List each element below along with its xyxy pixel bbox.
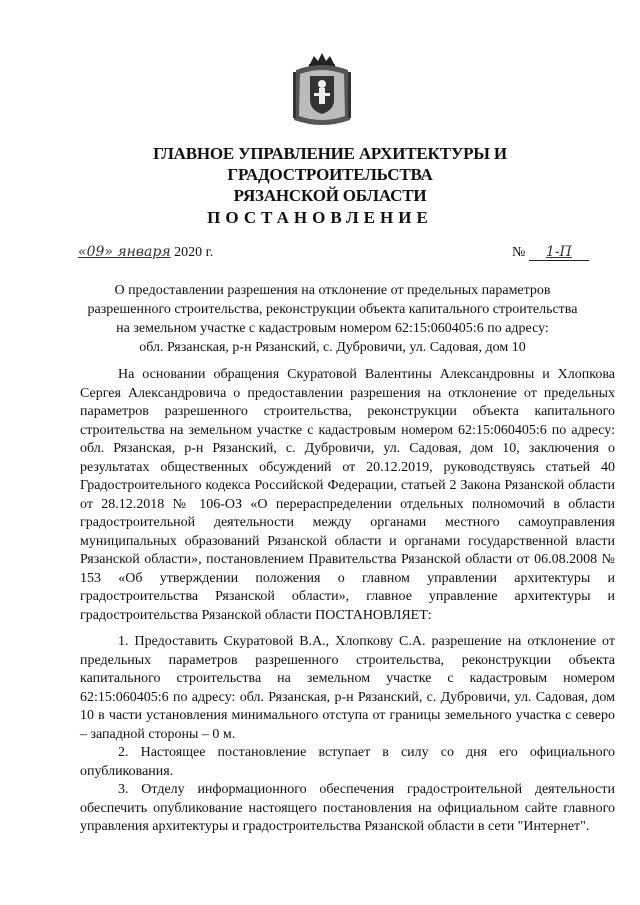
handwritten-date: «09» января	[78, 244, 171, 260]
issuing-authority	[60, 143, 600, 206]
subject-line-1: О предоставлении разрешения на отклонение от предельных параметров	[114, 283, 551, 298]
document-type-title: ПОСТАНОВЛЕНИЕ	[207, 208, 433, 227]
subject-line-3: на земельном участке с кадастровым номером 62:15:060405:6 по адресу:	[116, 321, 549, 336]
subject-line-2: разрешенного строительства, реконструкции объекта капитального строительства	[87, 302, 578, 317]
date-year: 2020 г.	[174, 245, 214, 260]
authority-line-2: РЯЗАНСКОЙ ОБЛАСТИ	[233, 186, 427, 205]
resolution-item-3: 3. Отделу информационного обеспечения градостроительной деятельности обеспечить опубликование настоящего постановления на официальном сайте главного управления архитектуры и градостроительства Рязанской области в сети "Интернет".	[80, 782, 615, 834]
number-label: №	[512, 245, 526, 260]
coat-of-arms-icon	[290, 50, 354, 130]
handwritten-number: 1-П	[529, 244, 589, 261]
resolution-item-1: 1. Предоставить Скуратовой В.А., Хлопкову С.А. разрешение на отклонение от предельных параметров разрешенного строительства, реконструкции объекта капитального строительства на земельном участке с кадастровым номером 62:15:060405:6 по адресу: обл. Рязанская, р-н Рязанский, с. Дубровичи, ул. Садовая, дом 10 в части установления минимального отступа от границы земельного участка с северо – западной стороны – 0 м.	[80, 634, 615, 742]
document-subject	[80, 281, 585, 357]
subject-line-4: обл. Рязанская, р-н Рязанский, с. Дубровичи, ул. Садовая, дом 10	[139, 340, 526, 355]
preamble-paragraph: На основании обращения Скуратовой Валентины Александровны и Хлопкова Сергея Александровича о предоставлении разрешения на отклонение от предельных параметров разрешенного строительства, реконструкции объекта капитального строительства на земельном участке с кадастровым номером 62:15:060405:6 по адресу: обл. Рязанская, р-н Рязанский, с. Дубровичи, ул. Садовая, дом 10, заключения о результатах общественных обсуждений от 20.12.2019, руководствуясь статьей 40 Градостроительного кодекса Российской Федерации, статьей 2 Закона Рязанской области от 28.12.2018 № 106-ОЗ «О перераспределении отдельных полномочий в области градостроительной деятельности между органами местного самоуправления муниципальных образований Рязанской области и органами государственной власти Рязанской области», постановлением Правительства Рязанской области от 06.08.2008 № 153 «Об утверждении положения о главном управлении архитектуры и градостроительства Рязанской области», главное управление архитектуры и градостроительства Рязанской области ПОСТАНОВЛЯЕТ:	[80, 367, 615, 623]
document-body	[80, 366, 615, 837]
resolution-item-2: 2. Настоящее постановление вступает в силу со дня его официального опубликования.	[80, 745, 615, 779]
document-date	[78, 244, 213, 261]
document-number	[512, 244, 589, 261]
authority-line-1: ГЛАВНОЕ УПРАВЛЕНИЕ АРХИТЕКТУРЫ И ГРАДОСТРОИТЕЛЬСТВА	[153, 144, 507, 184]
